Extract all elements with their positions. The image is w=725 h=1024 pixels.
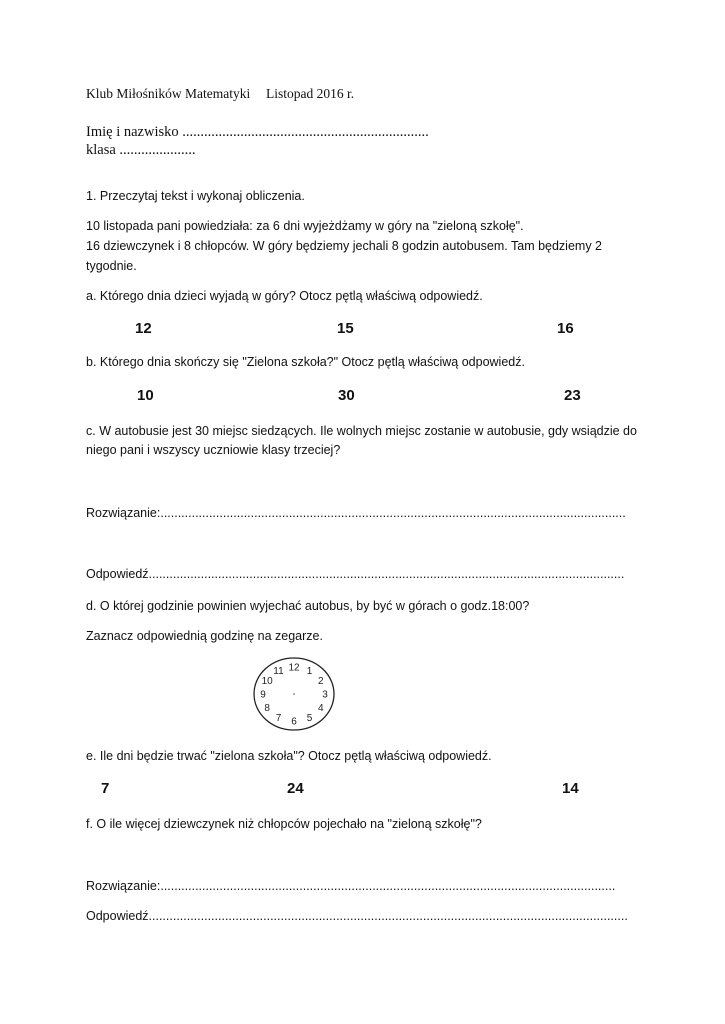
solution-line-f: Rozwiązanie:................................................................................................................................... — [86, 879, 616, 893]
clock-numeral-6: 6 — [291, 716, 297, 728]
clock-numeral-5: 5 — [306, 712, 313, 724]
option-e-3: 14 — [562, 780, 579, 797]
clock-numeral-10: 10 — [261, 676, 273, 687]
solution-line-c: Rozwiązanie:...................................................................................................................................... — [86, 506, 626, 520]
story-line-3: tygodnie. — [86, 259, 137, 273]
name-field-line: Imię i nazwisko .................................................................... — [86, 124, 429, 140]
clock-numeral-12: 12 — [288, 662, 300, 674]
clock-numeral-1: 1 — [306, 666, 313, 678]
club-name: Klub Miłośników Matematyki — [86, 86, 251, 101]
clock-face[interactable] — [252, 656, 336, 732]
option-b-3: 23 — [564, 387, 581, 404]
clock-numeral-8: 8 — [264, 703, 270, 714]
answer-line-c: Odpowiedź......................................................................................................................................... — [86, 567, 625, 581]
clock-center — [293, 693, 295, 695]
option-e-2: 24 — [287, 780, 304, 797]
question-d: d. O której godzinie powinien wyjechać autobus, by być w górach o godz.18:00? — [86, 599, 530, 613]
option-b-2: 30 — [338, 387, 355, 404]
question-a: a. Którego dnia dzieci wyjadą w góry? Otocz pętlą właściwą odpowiedź. — [86, 289, 483, 303]
clock-numeral-4: 4 — [318, 703, 324, 714]
class-field-line: klasa ..................... — [86, 142, 196, 158]
clock-numeral-3: 3 — [322, 689, 328, 701]
clock-numeral-9: 9 — [260, 689, 266, 701]
clock-instruction: Zaznacz odpowiednią godzinę na zegarze. — [86, 629, 323, 643]
clock-numeral-7: 7 — [275, 712, 282, 724]
worksheet-date: Listopad 2016 r. — [266, 86, 355, 101]
option-b-1: 10 — [137, 387, 154, 404]
question-c-line-1: c. W autobusie jest 30 miejsc siedzących. Ile wolnych miejsc zostanie w autobusie, gdy wsiądzie do — [86, 424, 637, 438]
clock-numeral-11: 11 — [273, 666, 284, 678]
question-e: e. Ile dni będzie trwać "zielona szkoła"? Otocz pętlą właściwą odpowiedź. — [86, 749, 492, 763]
answer-line-f: Odpowiedź.......................................................................................................................................... — [86, 909, 628, 923]
clock-numeral-2: 2 — [318, 676, 324, 687]
option-a-2: 15 — [337, 320, 354, 337]
option-a-1: 12 — [135, 320, 152, 337]
question-c-line-2: niego pani i wszyscy uczniowie klasy trzeciej? — [86, 443, 341, 457]
task-title: 1. Przeczytaj tekst i wykonaj obliczenia. — [86, 189, 305, 203]
story-line-1: 10 listopada pani powiedziała: za 6 dni wyjeżdżamy w góry na "zieloną szkołę". — [86, 219, 524, 233]
question-b: b. Którego dnia skończy się "Zielona szkoła?" Otocz pętlą właściwą odpowiedź. — [86, 355, 525, 369]
story-line-2: 16 dziewczynek i 8 chłopców. W góry będziemy jechali 8 godzin autobusem. Tam będziemy 2 — [86, 239, 603, 253]
option-e-1: 7 — [101, 780, 110, 797]
option-a-3: 16 — [557, 320, 574, 337]
question-f: f. O ile więcej dziewczynek niż chłopców pojechało na "zieloną szkołę"? — [86, 817, 482, 831]
